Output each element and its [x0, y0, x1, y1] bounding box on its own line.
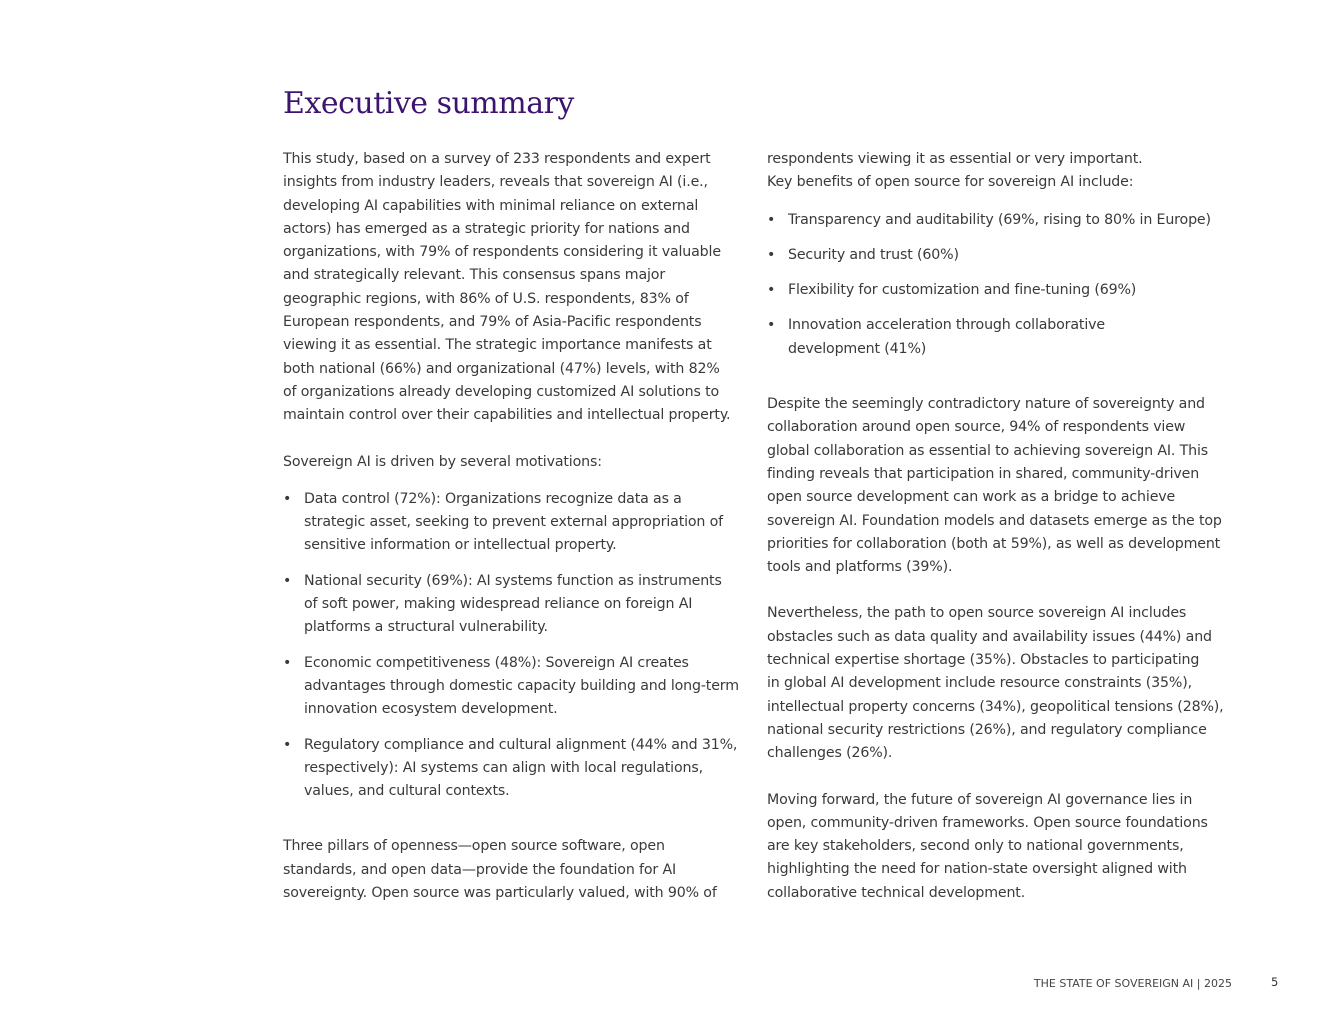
- text-line: highlighting the need for nation-state oversight aligned with: [767, 861, 1187, 878]
- page-title: Executive summary: [283, 86, 574, 121]
- text-line: both national (66%) and organizational (47%) levels, with 82%: [283, 360, 720, 377]
- text-line: Data control (72%): Organizations recognize data as a: [304, 490, 682, 507]
- text-line: tools and platforms (39%).: [767, 559, 953, 576]
- continuation-paragraph: [767, 148, 1237, 195]
- list-item-text: [788, 209, 1237, 232]
- intro-paragraph: [283, 148, 753, 428]
- future-paragraph: [767, 789, 1237, 905]
- text-line: intellectual property concerns (34%), geopolitical tensions (28%),: [767, 698, 1224, 715]
- text-line: finding reveals that participation in shared, community-driven: [767, 465, 1200, 482]
- text-line: sensitive information or intellectual property.: [304, 537, 617, 554]
- bullet-icon: •: [767, 317, 776, 334]
- text-line: respondents viewing it as essential or very important.: [767, 151, 1143, 167]
- text-line: Moving forward, the future of sovereign AI governance lies in: [767, 791, 1193, 808]
- list-item-text: [788, 279, 1237, 302]
- list-item-text: [304, 734, 753, 804]
- text-line: geographic regions, with 86% of U.S. respondents, 83% of: [283, 290, 689, 307]
- text-line: standards, and open data—provide the foundation for AI: [283, 861, 677, 878]
- text-line: Key benefits of open source for sovereign AI include:: [767, 174, 1134, 191]
- bullet-icon: •: [283, 572, 292, 589]
- list-item: [767, 209, 1237, 232]
- text-line: national security restrictions (26%), and regulatory compliance: [767, 721, 1207, 738]
- list-item-text: [788, 314, 1237, 361]
- text-line: and strategically relevant. This consensus spans major: [283, 267, 666, 284]
- text-line: Transparency and auditability (69%, rising to 80% in Europe): [788, 211, 1211, 228]
- bullet-icon: •: [767, 211, 776, 228]
- text-line: sovereignty. Open source was particularly valued, with 90% of: [283, 885, 717, 902]
- list-item-text: [788, 244, 1237, 267]
- left-column: [283, 148, 753, 905]
- text-line: National security (69%): AI systems function as instruments: [304, 572, 722, 589]
- benefits-list: [767, 209, 1237, 361]
- text-line: platforms a structural vulnerability.: [304, 619, 548, 636]
- text-line: open source development can work as a bridge to achieve: [767, 489, 1176, 506]
- text-line: European respondents, and 79% of Asia-Pacific respondents: [283, 314, 702, 331]
- right-column: [767, 148, 1237, 905]
- collaboration-paragraph: [767, 393, 1237, 579]
- text-line: open, community-driven frameworks. Open source foundations: [767, 814, 1208, 831]
- text-line: insights from industry leaders, reveals that sovereign AI (i.e.,: [283, 174, 708, 191]
- list-item: [283, 488, 753, 558]
- text-line: Economic competitiveness (48%): Sovereign AI creates: [304, 654, 689, 671]
- text-line: sovereign AI. Foundation models and datasets emerge as the top: [767, 512, 1222, 529]
- text-line: Regulatory compliance and cultural alignment (44% and 31%,: [304, 736, 738, 753]
- text-line: obstacles such as data quality and availability issues (44%) and: [767, 628, 1212, 645]
- page-number: 5: [1271, 975, 1279, 989]
- text-line: Flexibility for customization and fine-tuning (69%): [788, 282, 1137, 299]
- text-line: organizations, with 79% of respondents considering it valuable: [283, 244, 721, 261]
- text-line: Innovation acceleration through collaborative: [788, 317, 1105, 334]
- list-item-text: [304, 488, 753, 558]
- text-line: Nevertheless, the path to open source sovereign AI includes: [767, 605, 1187, 622]
- motivations-list: [283, 488, 753, 804]
- motivations-heading: Sovereign AI is driven by several motivations:: [283, 453, 602, 470]
- text-line: in global AI development include resource constraints (35%),: [767, 675, 1192, 692]
- text-line: developing AI capabilities with minimal reliance on external: [283, 197, 699, 214]
- obstacles-paragraph: [767, 602, 1237, 765]
- text-line: of soft power, making widespread reliance on foreign AI: [304, 596, 693, 613]
- text-line: Security and trust (60%): [788, 246, 959, 263]
- text-line: collaborative technical development.: [767, 884, 1026, 901]
- text-line: priorities for collaboration (both at 59%), as well as development: [767, 535, 1221, 552]
- text-line: This study, based on a survey of 233 respondents and expert: [283, 151, 711, 167]
- text-line: Despite the seemingly contradictory nature of sovereignty and: [767, 396, 1205, 413]
- text-line: viewing it as essential. The strategic importance manifests at: [283, 337, 712, 354]
- text-line: Three pillars of openness—open source software, open: [283, 838, 665, 855]
- text-line: global collaboration as essential to achieving sovereign AI. This: [767, 442, 1209, 459]
- text-line: values, and cultural contexts.: [304, 783, 510, 800]
- list-item: [767, 244, 1237, 267]
- text-line: strategic asset, seeking to prevent external appropriation of: [304, 514, 724, 531]
- text-line: are key stakeholders, second only to national governments,: [767, 838, 1184, 855]
- list-item: [767, 314, 1237, 361]
- bullet-icon: •: [283, 490, 292, 507]
- text-line: advantages through domestic capacity building and long-term: [304, 677, 739, 694]
- bullet-icon: •: [767, 246, 776, 263]
- footer-publication-title: THE STATE OF SOVEREIGN AI | 2025: [1033, 977, 1232, 990]
- text-line: challenges (26%).: [767, 745, 893, 762]
- text-line: actors) has emerged as a strategic priority for nations and: [283, 220, 690, 237]
- bullet-icon: •: [283, 654, 292, 671]
- text-line: development (41%): [788, 340, 927, 357]
- text-line: of organizations already developing customized AI solutions to: [283, 383, 720, 400]
- text-line: respectively): AI systems can align with local regulations,: [304, 759, 703, 776]
- bullet-icon: •: [767, 282, 776, 299]
- list-item: [283, 734, 753, 804]
- list-item: [283, 652, 753, 722]
- list-item-text: [304, 570, 753, 640]
- list-item: [767, 279, 1237, 302]
- bullet-icon: •: [283, 736, 292, 753]
- list-item-text: [304, 652, 753, 722]
- text-line: collaboration around open source, 94% of respondents view: [767, 419, 1186, 436]
- pillars-paragraph: [283, 835, 753, 905]
- text-line: innovation ecosystem development.: [304, 701, 558, 718]
- text-line: technical expertise shortage (35%). Obstacles to participating: [767, 652, 1200, 669]
- list-item: [283, 570, 753, 640]
- text-line: maintain control over their capabilities and intellectual property.: [283, 407, 731, 424]
